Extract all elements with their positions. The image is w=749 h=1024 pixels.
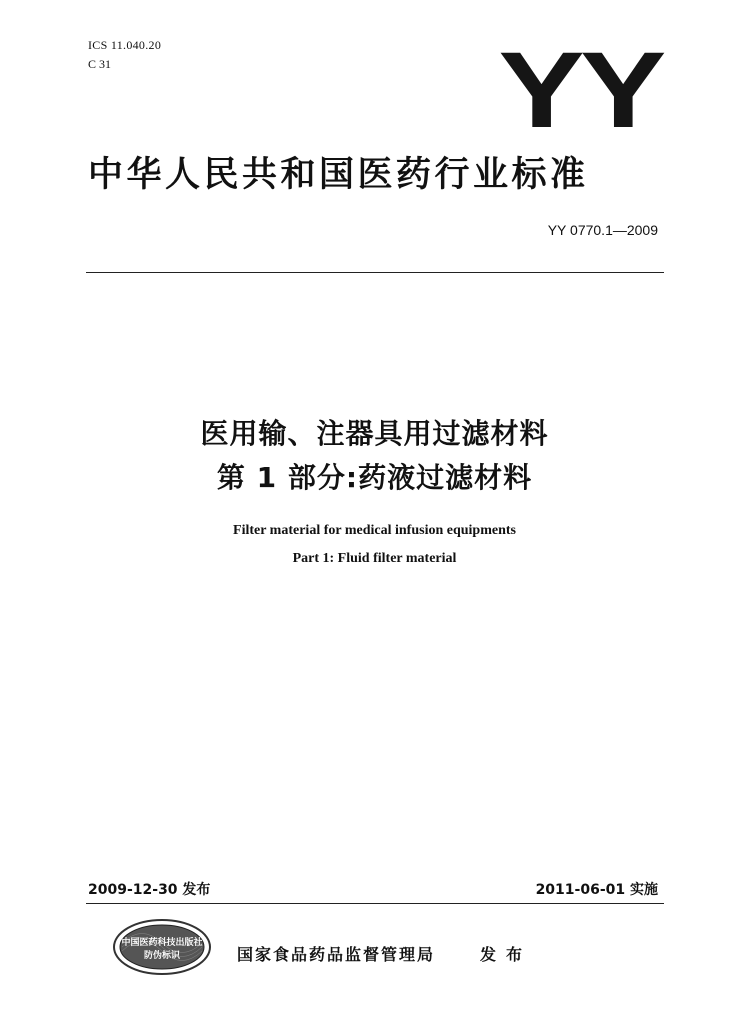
anti-counterfeit-seal-icon [112,918,212,976]
industry-standard-title: 中华人民共和国医药行业标准 [88,155,589,195]
title-en-line2: Part 1: Fluid filter material [292,551,457,566]
title-cn-line2: 第 1 部分:药液过滤材料 [216,461,533,494]
seal-text-line2: 防伪标识 [143,951,181,961]
yy-logo: YY [498,29,662,150]
ics-code: ICS 11.040.20 [88,38,162,52]
seal-text-line1: 中国医药科技出版社 [121,938,203,948]
publish-label: 发布 [480,945,533,964]
ccs-code: C 31 [88,57,112,71]
bottom-divider [86,903,664,904]
implementation-date: 2011-06-01 实施 [535,882,658,898]
title-cn-line1: 医用输、注器具用过滤材料 [200,417,549,450]
issue-date: 2009-12-30 发布 [88,882,211,898]
title-en-line1: Filter material for medical infusion equipments [233,523,516,538]
top-divider [86,272,664,273]
issuing-authority: 国家食品药品监督管理局 [237,945,436,964]
standard-number: YY 0770.1—2009 [547,222,658,238]
